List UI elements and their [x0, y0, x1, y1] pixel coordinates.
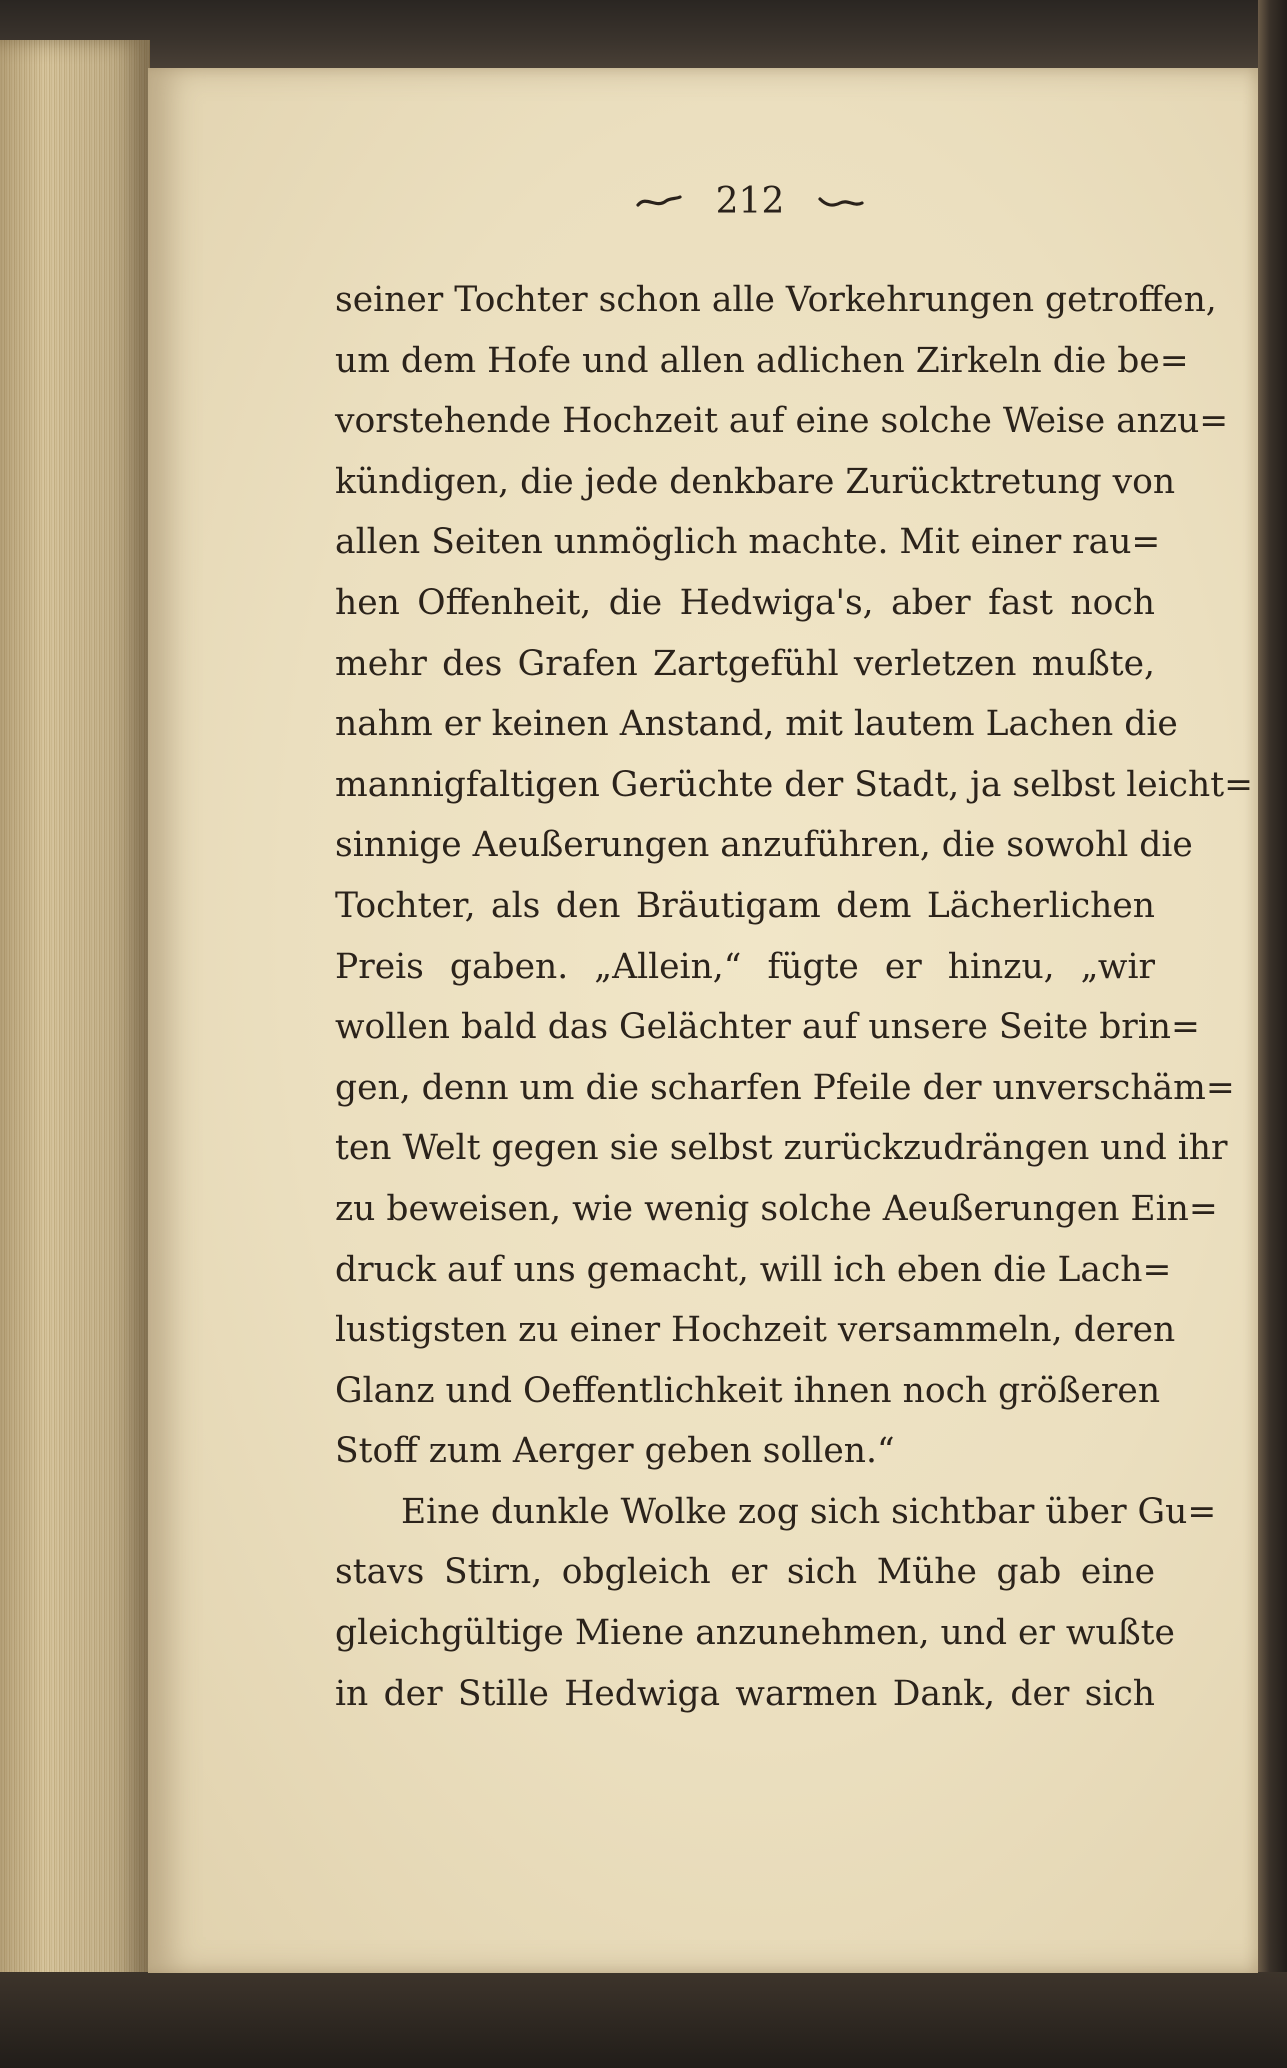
- text-line: gleichgültige Miene anzunehmen, und er wußte: [335, 1613, 1175, 1654]
- page-number: 212: [715, 180, 785, 222]
- text-line: zu beweisen, wie wenig solche Aeußerungen Ein=: [335, 1188, 1218, 1229]
- text-line: druck auf uns gemacht, will ich eben die Lach=: [335, 1249, 1172, 1290]
- text-line: mehr des Grafen Zartgefühl verletzen mußte,: [335, 643, 1155, 684]
- text-line: mannigfaltigen Gerüchte der Stadt, ja selbst leicht=: [335, 764, 1253, 805]
- text-line: seiner Tochter schon alle Vorkehrungen getroffen,: [335, 280, 1217, 320]
- text-line: Preis gaben. „Allein,“ fügte er hinzu, „wir: [335, 946, 1155, 987]
- text-line: hen Offenheit, die Hedwiga's, aber fast noch: [335, 582, 1155, 623]
- page-body-text: [335, 270, 1253, 1724]
- book-cover-right: [1258, 0, 1287, 2068]
- book-cover-bottom: [0, 1972, 1287, 2068]
- text-line: stavs Stirn, obgleich er sich Mühe gab eine: [335, 1552, 1155, 1593]
- page-header: [620, 178, 880, 222]
- text-line: vorstehende Hochzeit auf eine solche Weise anzu=: [335, 401, 1229, 442]
- text-line: lustigsten zu einer Hochzeit versammeln, deren: [335, 1310, 1176, 1351]
- text-line: sinnige Aeußerungen anzuführen, die sowohl die: [335, 825, 1193, 866]
- text-line: Glanz und Oeffentlichkeit ihnen noch größeren: [335, 1370, 1161, 1411]
- text-line: um dem Hofe und allen adlichen Zirkeln die be=: [335, 340, 1189, 381]
- page-edges-shadow: [0, 40, 150, 2000]
- text-line: allen Seiten unmöglich machte. Mit einer rau=: [335, 522, 1161, 563]
- text-line: wollen bald das Gelächter auf unsere Seite brin=: [335, 1007, 1200, 1048]
- text-line: ten Welt gegen sie selbst zurückzudrängen und ihr: [335, 1128, 1228, 1169]
- swash-ornament-icon: [818, 184, 864, 219]
- text-line: nahm er keinen Anstand, mit lautem Lachen die: [335, 704, 1178, 745]
- book-cover-top: [0, 0, 1287, 70]
- text-line: Tochter, als den Bräutigam dem Lächerlichen: [335, 885, 1155, 926]
- text-line: kündigen, die jede denkbare Zurücktretung von: [335, 461, 1176, 502]
- text-line: gen, denn um die scharfen Pfeile der unverschäm=: [335, 1067, 1235, 1108]
- text-line: Stoff zum Aerger geben sollen.“: [335, 1431, 895, 1472]
- text-line: in der Stille Hedwiga warmen Dank, der sich: [335, 1673, 1155, 1714]
- swash-ornament-icon: [636, 184, 682, 219]
- text-line-paragraph-start: Eine dunkle Wolke zog sich sichtbar über Gu=: [401, 1491, 1217, 1532]
